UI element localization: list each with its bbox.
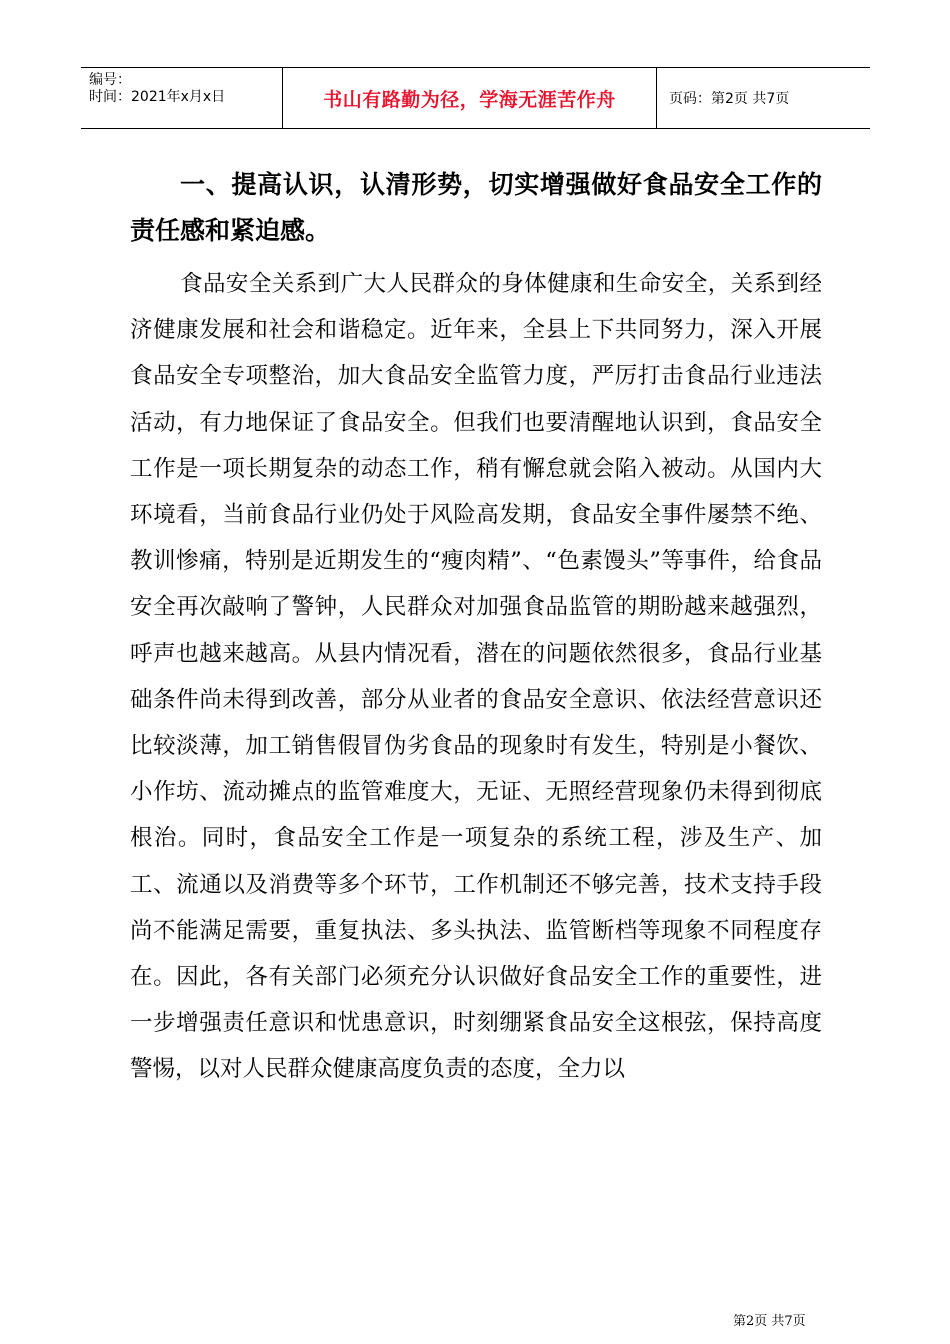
body-paragraph: 食品安全关系到广大人民群众的身体健康和生命安全，关系到经济健康发展和社会和谐稳定。近年来，全县上下共同努力，深入开展食品安全专项整治，加大食品安全监管力度，严厉打击食品行业违法活动，有力地保证了食品安全。但我们也要清醒地认识到，食品安全工作是一项长期复杂的动态工作，稍有懈怠就会陷入被动。从国内大环境看，当前食品行业仍处于风险高发期，食品安全事件屡禁不绝、教训惨痛，特别是近期发生的“瘦肉精”、“色素馒头”等事件，给食品安全再次敲响了警钟，人民群众对加强食品监管的期盼越来越强烈，呼声也越来越高。从县内情况看，潜在的问题依然很多，食品行业基础条件尚未得到改善，部分从业者的食品安全意识、依法经营意识还比较淡薄，加工销售假冒伪劣食品的现象时有发生，特别是小餐饮、小作坊、流动摊点的监管难度大，无证、无照经营现象仍未得到彻底根治。同时，食品安全工作是一项复杂的系统工程，涉及生产、加工、流通以及消费等多个环节，工作机制还不够完善，技术支持手段尚不能满足需要，重复执法、多头执法、监管断档等现象不同程度存在。因此，各有关部门必须充分认识做好食品安全工作的重要性，进一步增强责任意识和忧患意识，时刻绷紧食品安全这根弦，保持高度警惕，以对人民群众健康高度负责的态度，全力以: [130, 271, 822, 1083]
header-meta-cell: [81, 68, 283, 128]
document-date-label: 时间：2021年x月x日: [89, 89, 226, 105]
document-number-label: 编号：: [89, 72, 131, 88]
header-table: [81, 67, 870, 129]
footer-page-number: 第2页 共7页: [733, 1314, 806, 1329]
section-heading: 一、提高认识，认清形势，切实增强做好食品安全工作的责任感和紧迫感。: [130, 170, 822, 245]
document-body: [130, 162, 822, 1093]
header-motto: 书山有路勤为径，学海无涯苦作舟: [283, 68, 657, 128]
header-page-number: 页码：第2页 共7页: [669, 91, 790, 107]
